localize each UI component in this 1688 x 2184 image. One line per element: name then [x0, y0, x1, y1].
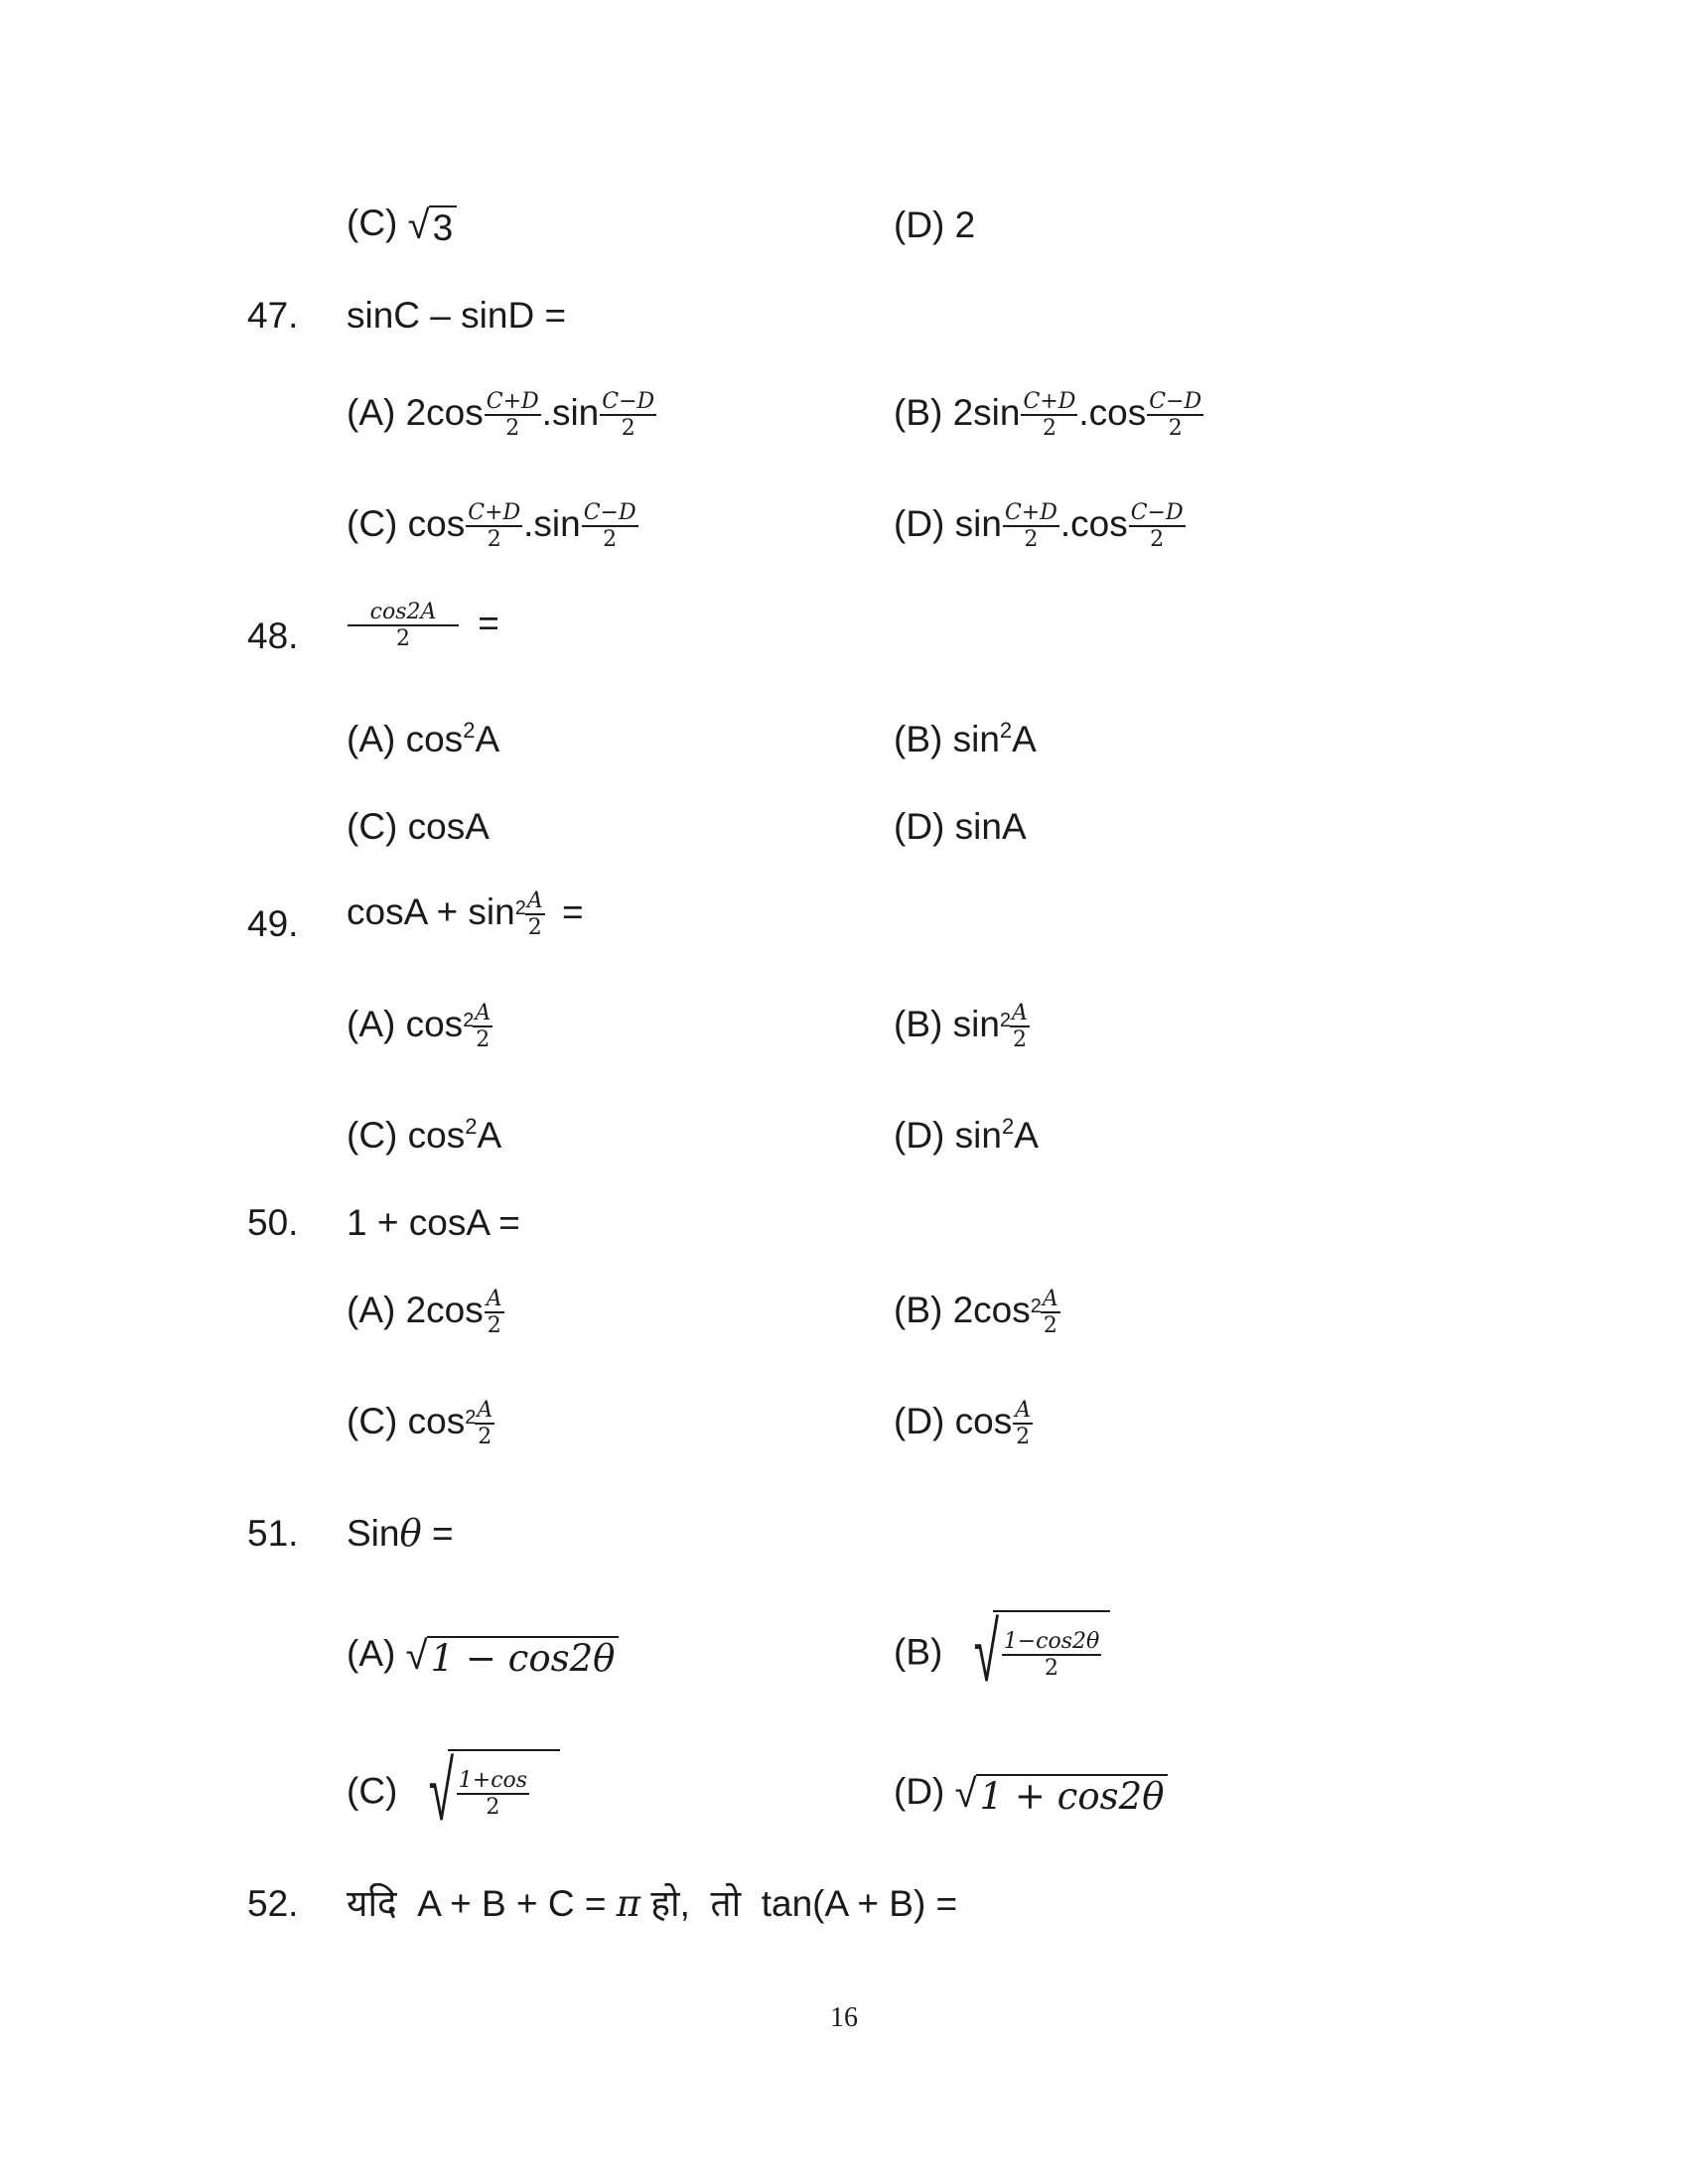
radicand: 1 + cos2θ — [976, 1774, 1169, 1815]
radicand: 3 — [429, 205, 458, 246]
page-number: 16 — [830, 2002, 858, 2033]
fraction-denominator: 2 — [486, 1795, 500, 1820]
option-text: (B) sin — [894, 719, 1000, 759]
fraction-denominator: 2 — [527, 915, 542, 941]
fraction-denominator: 2 — [487, 1313, 501, 1339]
option-text: (B) 2sin — [894, 392, 1021, 434]
fraction — [475, 1398, 494, 1450]
fraction-denominator: 2 — [1168, 416, 1183, 442]
q48-option-d: (D) sinA — [894, 806, 1027, 847]
option-text: (C) cos — [347, 1401, 466, 1442]
fraction-denominator: 2 — [1043, 1313, 1057, 1339]
fraction-numerator: C+D — [1023, 389, 1076, 414]
fraction-denominator: 2 — [1150, 527, 1165, 553]
prev-option-d: (D) 2 — [894, 205, 976, 245]
q47-option-a — [347, 389, 657, 442]
fraction — [1021, 389, 1077, 442]
question-text-part: हो, तो tan(A + B) = — [640, 1883, 958, 1924]
fraction-numerator: C+D — [486, 389, 539, 414]
fraction — [1129, 500, 1186, 553]
question-text — [347, 600, 499, 652]
option-text: A — [1014, 1115, 1039, 1156]
fraction — [348, 600, 459, 652]
fraction — [485, 389, 541, 442]
fraction-numerator: C+D — [468, 500, 521, 525]
fraction — [582, 500, 638, 553]
option-text: .sin — [523, 503, 581, 545]
q49-option-a — [347, 1001, 493, 1053]
fraction-denominator: 2 — [621, 416, 635, 442]
q51-option-b — [894, 1605, 1110, 1699]
q49-option-c — [347, 1116, 501, 1154]
option-label: (D) — [894, 1771, 945, 1812]
sqrt-expression: √ 3 — [408, 205, 458, 246]
fraction-numerator: A — [526, 888, 543, 913]
question-number: 52. — [247, 1883, 299, 1924]
sqrt-expression: √ $\frac{1+\cos}{2}$ — [408, 1749, 560, 1833]
pi-symbol: π — [616, 1882, 641, 1925]
fraction — [1003, 500, 1059, 553]
equals-sign: = — [421, 1513, 454, 1554]
fraction — [1041, 1287, 1060, 1339]
q48-option-b — [894, 720, 1037, 757]
option-text: (B) sin — [894, 1004, 1000, 1045]
option-text: A — [475, 719, 500, 759]
prev-option-c — [347, 205, 457, 246]
q47-option-c — [347, 500, 639, 553]
fraction-numerator: 1−cos2θ — [1003, 1628, 1100, 1654]
fraction — [466, 500, 522, 553]
fraction — [1013, 1398, 1033, 1450]
fraction — [1147, 389, 1203, 442]
option-text: (C) cos — [347, 503, 466, 545]
fraction — [600, 389, 656, 442]
question-text-part: cosA + sin — [347, 891, 515, 933]
sqrt-expression: √ $\frac{1-\cos 2\theta}{2}$ — [953, 1610, 1111, 1694]
fraction-denominator: 2 — [476, 1027, 491, 1053]
radicand: 1 − cos2θ — [427, 1636, 620, 1677]
question-text — [347, 888, 584, 941]
question-text-part: Sin — [347, 1513, 400, 1554]
superscript: 2 — [1001, 1114, 1015, 1139]
fraction-denominator: 2 — [1044, 1656, 1058, 1681]
fraction-denominator: 2 — [505, 416, 520, 442]
q51-option-c — [347, 1744, 560, 1838]
sqrt-expression: √ 1 + cos2θ — [955, 1774, 1169, 1815]
fraction-numerator: A — [477, 1398, 493, 1423]
fraction-numerator: C+D — [1004, 500, 1057, 525]
question-number: 49. — [247, 903, 299, 944]
fraction-numerator: cos2A — [369, 600, 437, 624]
superscript: 2 — [463, 718, 476, 743]
fraction-numerator: C−D — [602, 389, 655, 414]
question-number: 51. — [247, 1513, 299, 1554]
q47-option-d — [894, 500, 1187, 553]
option-label: (C) — [347, 203, 398, 243]
superscript: 2 — [463, 1010, 475, 1032]
question-text — [347, 1512, 454, 1555]
option-text: .cos — [1059, 503, 1128, 545]
option-label: (C) — [347, 1770, 398, 1812]
superscript: 2 — [465, 1114, 478, 1139]
question-text-part: यदि A + B + C = — [347, 1883, 617, 1924]
option-text: (A) 2cos — [347, 1290, 484, 1331]
fraction-numerator: A — [486, 1287, 502, 1311]
superscript: 2 — [465, 1407, 477, 1430]
fraction-numerator: A — [475, 1001, 492, 1025]
q50-option-c — [347, 1398, 495, 1450]
question-number: 50. — [247, 1202, 299, 1243]
question-text: 1 + cosA = — [347, 1202, 520, 1243]
option-label: (A) — [347, 1633, 396, 1674]
superscript: 2 — [999, 718, 1013, 743]
fraction-numerator: A — [1015, 1398, 1032, 1423]
sqrt-expression: √ 1 − cos2θ — [406, 1636, 620, 1677]
question-text: sinC – sinD = — [347, 295, 567, 336]
superscript: 2 — [999, 1010, 1012, 1032]
option-text: (B) 2cos — [894, 1290, 1031, 1331]
fraction-numerator: 1+cos — [458, 1767, 528, 1793]
fraction-denominator: 2 — [478, 1425, 492, 1450]
equals-sign: = — [561, 891, 584, 933]
q49-option-b — [894, 1001, 1031, 1053]
equals-sign: = — [478, 603, 499, 644]
fraction-denominator: 2 — [1016, 1425, 1031, 1450]
option-text: (C) cos — [347, 1115, 466, 1156]
q50-option-d — [894, 1398, 1034, 1450]
fraction-denominator: 2 — [487, 527, 501, 553]
fraction-numerator: C−D — [583, 500, 636, 525]
fraction-denominator: 2 — [1042, 416, 1056, 442]
fraction — [1002, 1629, 1102, 1682]
question-number: 47. — [247, 295, 299, 336]
fraction — [473, 1001, 492, 1053]
option-text: (A) cos — [347, 1004, 464, 1045]
q50-option-a — [347, 1287, 505, 1339]
option-text: (D) cos — [894, 1401, 1013, 1442]
theta-symbol: θ — [399, 1512, 422, 1555]
fraction — [1010, 1001, 1030, 1053]
fraction-numerator: A — [1042, 1287, 1058, 1311]
fraction — [485, 1287, 504, 1339]
fraction-denominator: 2 — [1024, 527, 1039, 553]
option-text: .cos — [1078, 392, 1147, 434]
option-text: (D) sin — [894, 1115, 1002, 1156]
q50-option-b — [894, 1287, 1061, 1339]
q48-option-c: (C) cosA — [347, 806, 490, 847]
q49-option-d — [894, 1116, 1039, 1154]
option-text: A — [477, 1115, 502, 1156]
option-text: (A) 2cos — [347, 392, 484, 434]
option-text: (A) cos — [347, 719, 464, 759]
fraction-numerator: C−D — [1130, 500, 1184, 525]
fraction-denominator: 2 — [1012, 1027, 1027, 1053]
option-label: (B) — [894, 1631, 943, 1673]
fraction-denominator: 2 — [396, 626, 410, 652]
superscript: 2 — [1030, 1296, 1042, 1318]
question-number: 48. — [247, 615, 299, 656]
fraction — [457, 1768, 529, 1821]
fraction-numerator: C−D — [1149, 389, 1202, 414]
q47-option-b — [894, 389, 1204, 442]
q51-option-d — [894, 1771, 1168, 1818]
fraction-denominator: 2 — [603, 527, 618, 553]
option-text: (D) sin — [894, 503, 1002, 545]
fraction — [525, 888, 545, 941]
option-text: .sin — [541, 392, 600, 434]
option-text: A — [1012, 719, 1037, 759]
superscript: 2 — [514, 897, 526, 920]
q48-option-a — [347, 720, 499, 757]
fraction-numerator: A — [1012, 1001, 1028, 1025]
q51-option-a — [347, 1633, 619, 1680]
question-text — [347, 1882, 958, 1925]
